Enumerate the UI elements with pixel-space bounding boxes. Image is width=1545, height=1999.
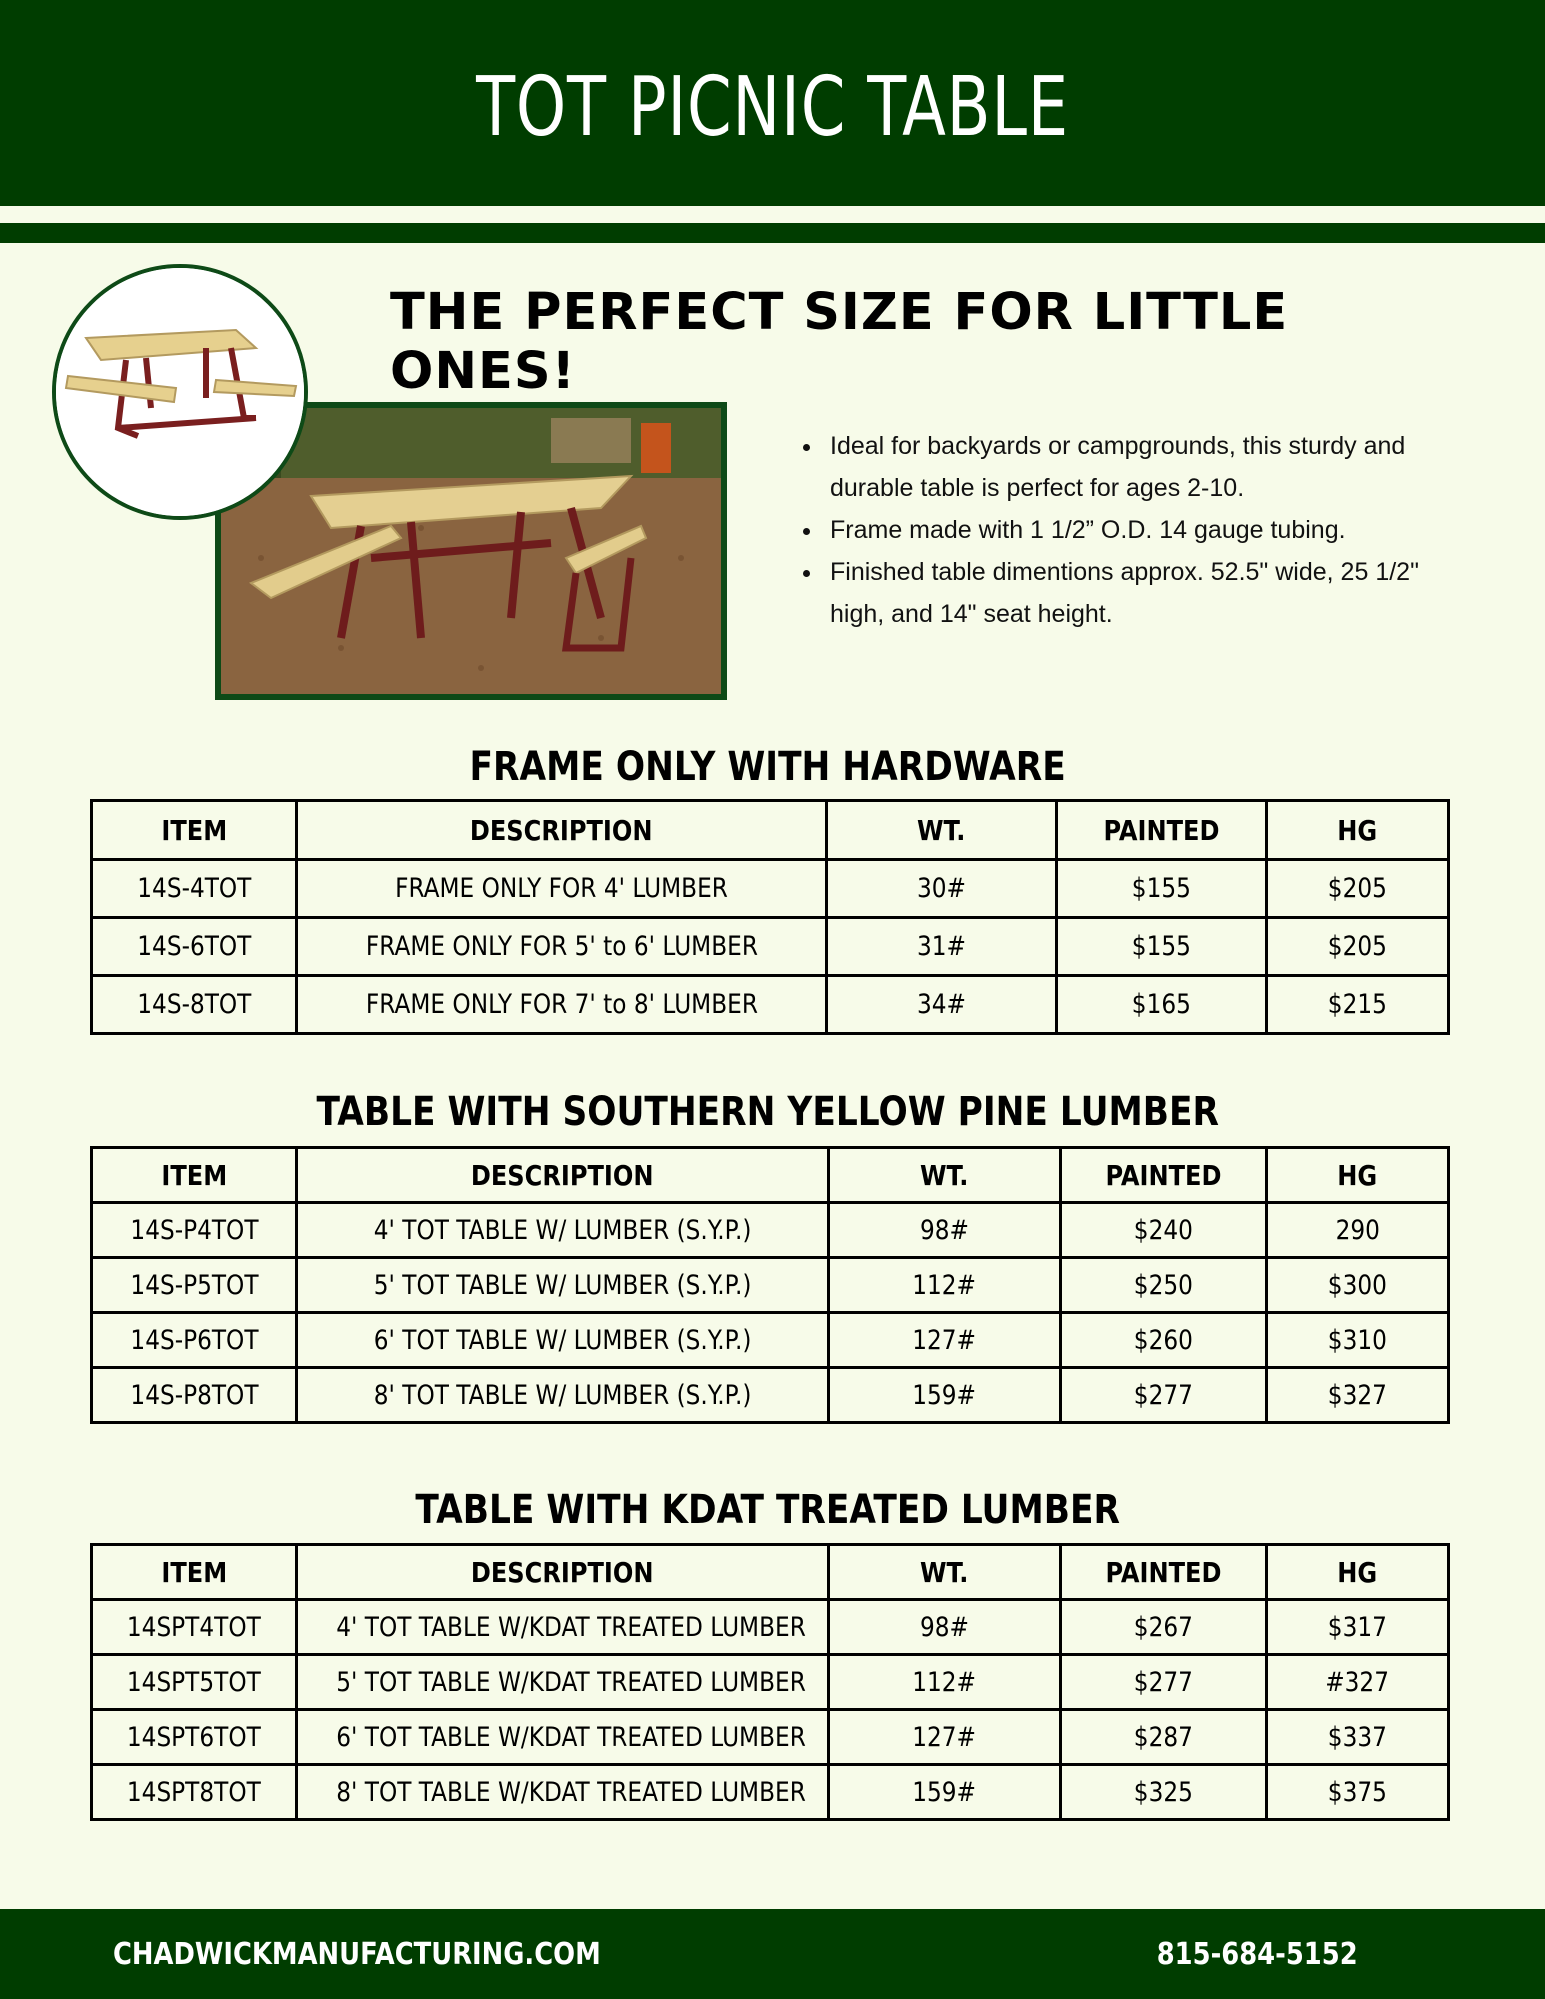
cell-weight: 112# (829, 1655, 1061, 1710)
table-row (92, 1710, 1449, 1765)
cell-hg: $327 (1267, 1368, 1449, 1423)
section-title-kdat-lumber: TABLE WITH KDAT TREATED LUMBER (415, 1487, 1121, 1533)
cell-hg: $300 (1267, 1258, 1449, 1313)
cell-painted: $155 (1057, 860, 1267, 918)
cell-item: 14S-8TOT (92, 976, 297, 1034)
cell-hg: $375 (1267, 1765, 1449, 1820)
cell-hg: 290 (1267, 1203, 1449, 1258)
header-stripe (0, 223, 1545, 243)
cell-item: 14S-6TOT (92, 918, 297, 976)
section-title-frame-only: FRAME ONLY WITH HARDWARE (469, 744, 1067, 790)
cell-hg: $205 (1267, 860, 1449, 918)
cell-description: FRAME ONLY FOR 4' LUMBER (297, 860, 827, 918)
table-header-row (92, 1148, 1449, 1203)
footer-banner (0, 1909, 1545, 1999)
cell-item: 14S-P5TOT (92, 1258, 297, 1313)
cell-item: 14S-P6TOT (92, 1313, 297, 1368)
cell-hg: $337 (1267, 1710, 1449, 1765)
column-header-weight: WT. (827, 801, 1057, 860)
header-banner (0, 0, 1545, 206)
cell-description: 5' TOT TABLE W/KDAT TREATED LUMBER (297, 1655, 829, 1710)
table-row (92, 1368, 1449, 1423)
page-title: TOT PICNIC TABLE (476, 60, 1069, 155)
table-header-row (92, 1545, 1449, 1600)
cell-weight: 159# (829, 1368, 1061, 1423)
feature-item: • Finished table dimentions approx. 52.5" wide, 25 1/2" high, and 14" seat height. (824, 551, 1434, 635)
cell-hg: $215 (1267, 976, 1449, 1034)
cell-weight: 112# (829, 1258, 1061, 1313)
cell-painted: $277 (1061, 1368, 1267, 1423)
cell-weight: 98# (829, 1203, 1061, 1258)
column-header-description: DESCRIPTION (297, 801, 827, 860)
column-header-item: ITEM (92, 801, 297, 860)
column-header-weight: WT. (829, 1545, 1061, 1600)
cell-item: 14SPT8TOT (92, 1765, 297, 1820)
cell-weight: 34# (827, 976, 1057, 1034)
column-header-painted: PAINTED (1061, 1545, 1267, 1600)
table-frame-only (90, 799, 1450, 1035)
cell-painted: $260 (1061, 1313, 1267, 1368)
feature-item: • Frame made with 1 1/2” O.D. 14 gauge tubing. (824, 509, 1434, 551)
column-header-weight: WT. (829, 1148, 1061, 1203)
column-header-description: DESCRIPTION (297, 1148, 829, 1203)
cell-painted: $287 (1061, 1710, 1267, 1765)
cell-description: 4' TOT TABLE W/KDAT TREATED LUMBER (297, 1600, 829, 1655)
cell-painted: $250 (1061, 1258, 1267, 1313)
cell-description: 5' TOT TABLE W/ LUMBER (S.Y.P.) (297, 1258, 829, 1313)
table-row (92, 1655, 1449, 1710)
column-header-item: ITEM (92, 1545, 297, 1600)
cell-weight: 30# (827, 860, 1057, 918)
table-syp-lumber (90, 1146, 1450, 1424)
column-header-description: DESCRIPTION (297, 1545, 829, 1600)
table-row (92, 1313, 1449, 1368)
product-photo-circle (52, 264, 308, 520)
cell-weight: 159# (829, 1765, 1061, 1820)
cell-description: FRAME ONLY FOR 7' to 8' LUMBER (297, 976, 827, 1034)
cell-weight: 127# (829, 1710, 1061, 1765)
cell-item: 14SPT5TOT (92, 1655, 297, 1710)
section-title-syp-lumber: TABLE WITH SOUTHERN YELLOW PINE LUMBER (316, 1089, 1220, 1135)
cell-hg: $310 (1267, 1313, 1449, 1368)
column-header-hg: HG (1267, 1148, 1449, 1203)
cell-description: 6' TOT TABLE W/ LUMBER (S.Y.P.) (297, 1313, 829, 1368)
table-row (92, 976, 1449, 1034)
cell-painted: $155 (1057, 918, 1267, 976)
cell-weight: 31# (827, 918, 1057, 976)
cell-hg: $205 (1267, 918, 1449, 976)
table-row (92, 1765, 1449, 1820)
cell-description: 4' TOT TABLE W/ LUMBER (S.Y.P.) (297, 1203, 829, 1258)
picnic-table-product-illustration (56, 268, 304, 516)
table-row (92, 1203, 1449, 1258)
cell-weight: 127# (829, 1313, 1061, 1368)
feature-list (790, 425, 1434, 635)
cell-painted: $267 (1061, 1600, 1267, 1655)
cell-description: 6' TOT TABLE W/KDAT TREATED LUMBER (297, 1710, 829, 1765)
cell-item: 14SPT4TOT (92, 1600, 297, 1655)
cell-painted: $240 (1061, 1203, 1267, 1258)
phone-number[interactable]: 815-684-5152 (1157, 1937, 1358, 1972)
column-header-item: ITEM (92, 1148, 297, 1203)
feature-item: • Ideal for backyards or campgrounds, this sturdy and durable table is perfect for ages 2-10. (824, 425, 1434, 509)
cell-item: 14S-P4TOT (92, 1203, 297, 1258)
column-header-painted: PAINTED (1061, 1148, 1267, 1203)
cell-item: 14S-P8TOT (92, 1368, 297, 1423)
column-header-painted: PAINTED (1057, 801, 1267, 860)
website-link[interactable]: CHADWICKMANUFACTURING.COM (113, 1937, 601, 1972)
cell-hg: #327 (1267, 1655, 1449, 1710)
cell-description: 8' TOT TABLE W/KDAT TREATED LUMBER (297, 1765, 829, 1820)
cell-painted: $325 (1061, 1765, 1267, 1820)
table-row (92, 860, 1449, 918)
table-row (92, 1258, 1449, 1313)
cell-hg: $317 (1267, 1600, 1449, 1655)
column-header-hg: HG (1267, 801, 1449, 860)
cell-description: 8' TOT TABLE W/ LUMBER (S.Y.P.) (297, 1368, 829, 1423)
picnic-table-photo-illustration (221, 408, 721, 694)
table-kdat-lumber (90, 1543, 1450, 1821)
cell-weight: 98# (829, 1600, 1061, 1655)
table-header-row (92, 801, 1449, 860)
cell-item: 14S-4TOT (92, 860, 297, 918)
cell-description: FRAME ONLY FOR 5' to 6' LUMBER (297, 918, 827, 976)
cell-painted: $277 (1061, 1655, 1267, 1710)
cell-item: 14SPT6TOT (92, 1710, 297, 1765)
table-row (92, 918, 1449, 976)
cell-painted: $165 (1057, 976, 1267, 1034)
column-header-hg: HG (1267, 1545, 1449, 1600)
tagline: THE PERFECT SIZE FOR LITTLE ONES! (390, 283, 1289, 401)
table-row (92, 1600, 1449, 1655)
